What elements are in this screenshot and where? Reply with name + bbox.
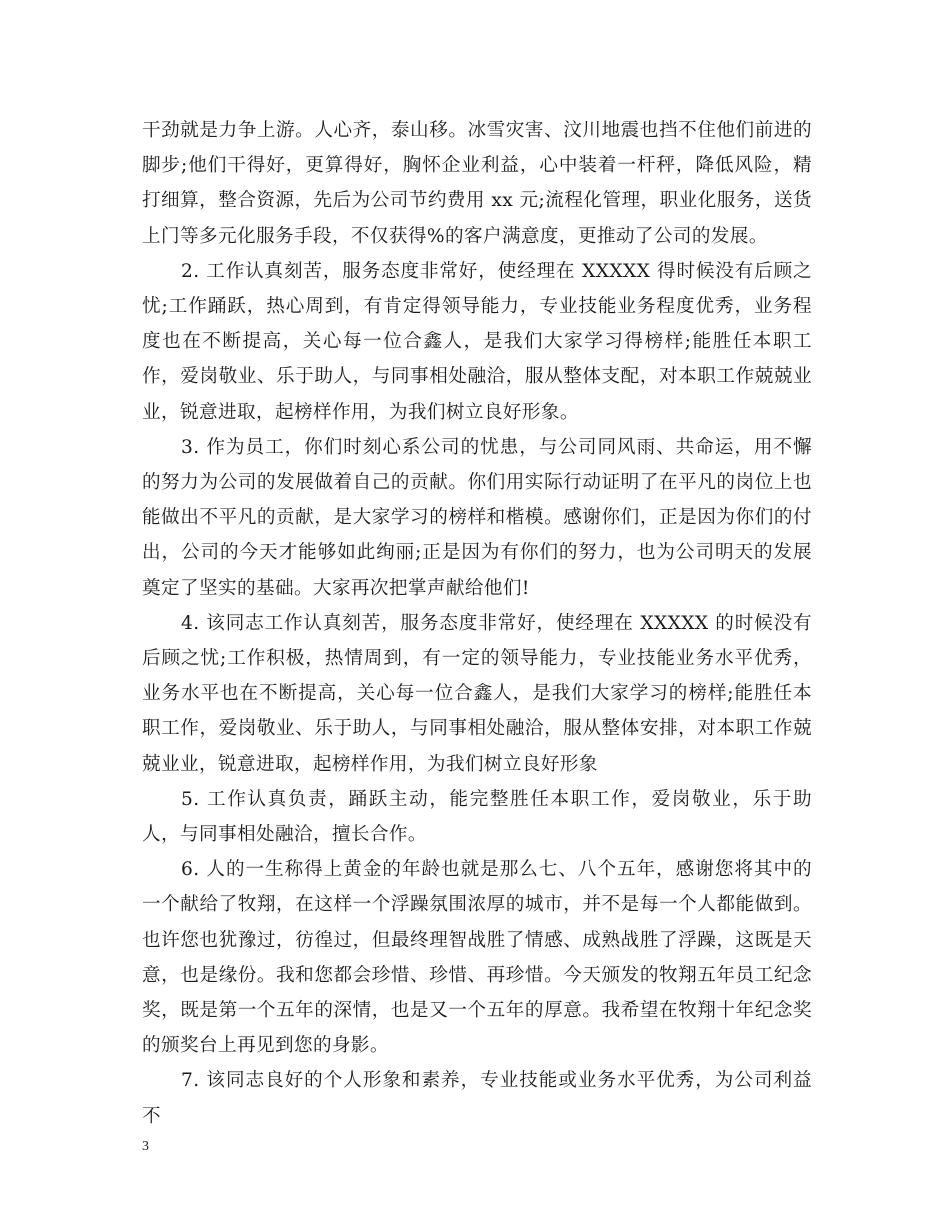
paragraph-item-4: 4. 该同志工作认真刻苦，服务态度非常好，使经理在 XXXXX 的时候没有后顾之忧;工作积极，热情周到，有一定的领导能力，专业技能业务水平优秀，业务水平也在不断提高，关心每一位合鑫人，是我们大家学习的榜样;能胜任本职工作，爱岗敬业、乐于助人，与同事相处融洽，服从整体安排，对本职工作兢兢业业，锐意进取，起榜样作用，为我们树立良好形象 — [142, 612, 812, 775]
paragraph-item-5: 5. 工作认真负责，踊跃主动，能完整胜任本职工作，爱岗敬业，乐于助人，与同事相处融洽，擅长合作。 — [142, 788, 812, 846]
paragraph-item-6: 6. 人的一生称得上黄金的年龄也就是那么七、八个五年，感谢您将其中的一个献给了牧翔，在这样一个浮躁氛围浓厚的城市，并不是每一个人都能做到。也许您也犹豫过，彷徨过，但最终理智战胜了情感、成熟战胜了浮躁，这既是天意，也是缘份。我和您都会珍惜、珍惜、再珍惜。今天颁发的牧翔五年员工纪念奖，既是第一个五年的深情，也是又一个五年的厚意。我希望在牧翔十年纪念奖的颁奖台上再见到您的身影。 — [142, 859, 812, 1057]
paragraph-item-3: 3. 作为员工，你们时刻心系公司的忧患，与公司同风雨、共命运，用不懈的努力为公司的发展做着自己的贡献。你们用实际行动证明了在平凡的岗位上也能做出不平凡的贡献，是大家学习的榜样和楷模。感谢你们，正是因为你们的付出，公司的今天才能够如此绚丽;正是因为有你们的努力，也为公司明天的发展奠定了坚实的基础。大家再次把掌声献给他们! — [142, 436, 812, 599]
paragraph-item-7: 7. 该同志良好的个人形象和素养，专业技能或业务水平优秀，为公司利益不 — [142, 1070, 812, 1127]
document-body — [142, 113, 812, 1134]
page-number: 3 — [142, 1139, 149, 1154]
paragraph-item-2: 2. 工作认真刻苦，服务态度非常好，使经理在 XXXXX 得时候没有后顾之忧;工作踊跃，热心周到，有肯定得领导能力，专业技能业务程度优秀，业务程度也在不断提高，关心每一位合鑫人，是我们大家学习得榜样;能胜任本职工作，爱岗敬业、乐于助人，与同事相处融洽，服从整体支配，对本职工作兢兢业业，锐意进取，起榜样作用，为我们树立良好形象。 — [142, 260, 812, 423]
paragraph-continued: 干劲就是力争上游。人心齐，泰山移。冰雪灾害、汶川地震也挡不住他们前进的脚步;他们干得好，更算得好，胸怀企业利益，心中装着一杆秤，降低风险，精打细算，整合资源，先后为公司节约费用 xx 元;流程化管理，职业化服务，送货上门等多元化服务手段，不仅获得%的客户满意度，更推动了公司的发展。 — [142, 120, 812, 247]
